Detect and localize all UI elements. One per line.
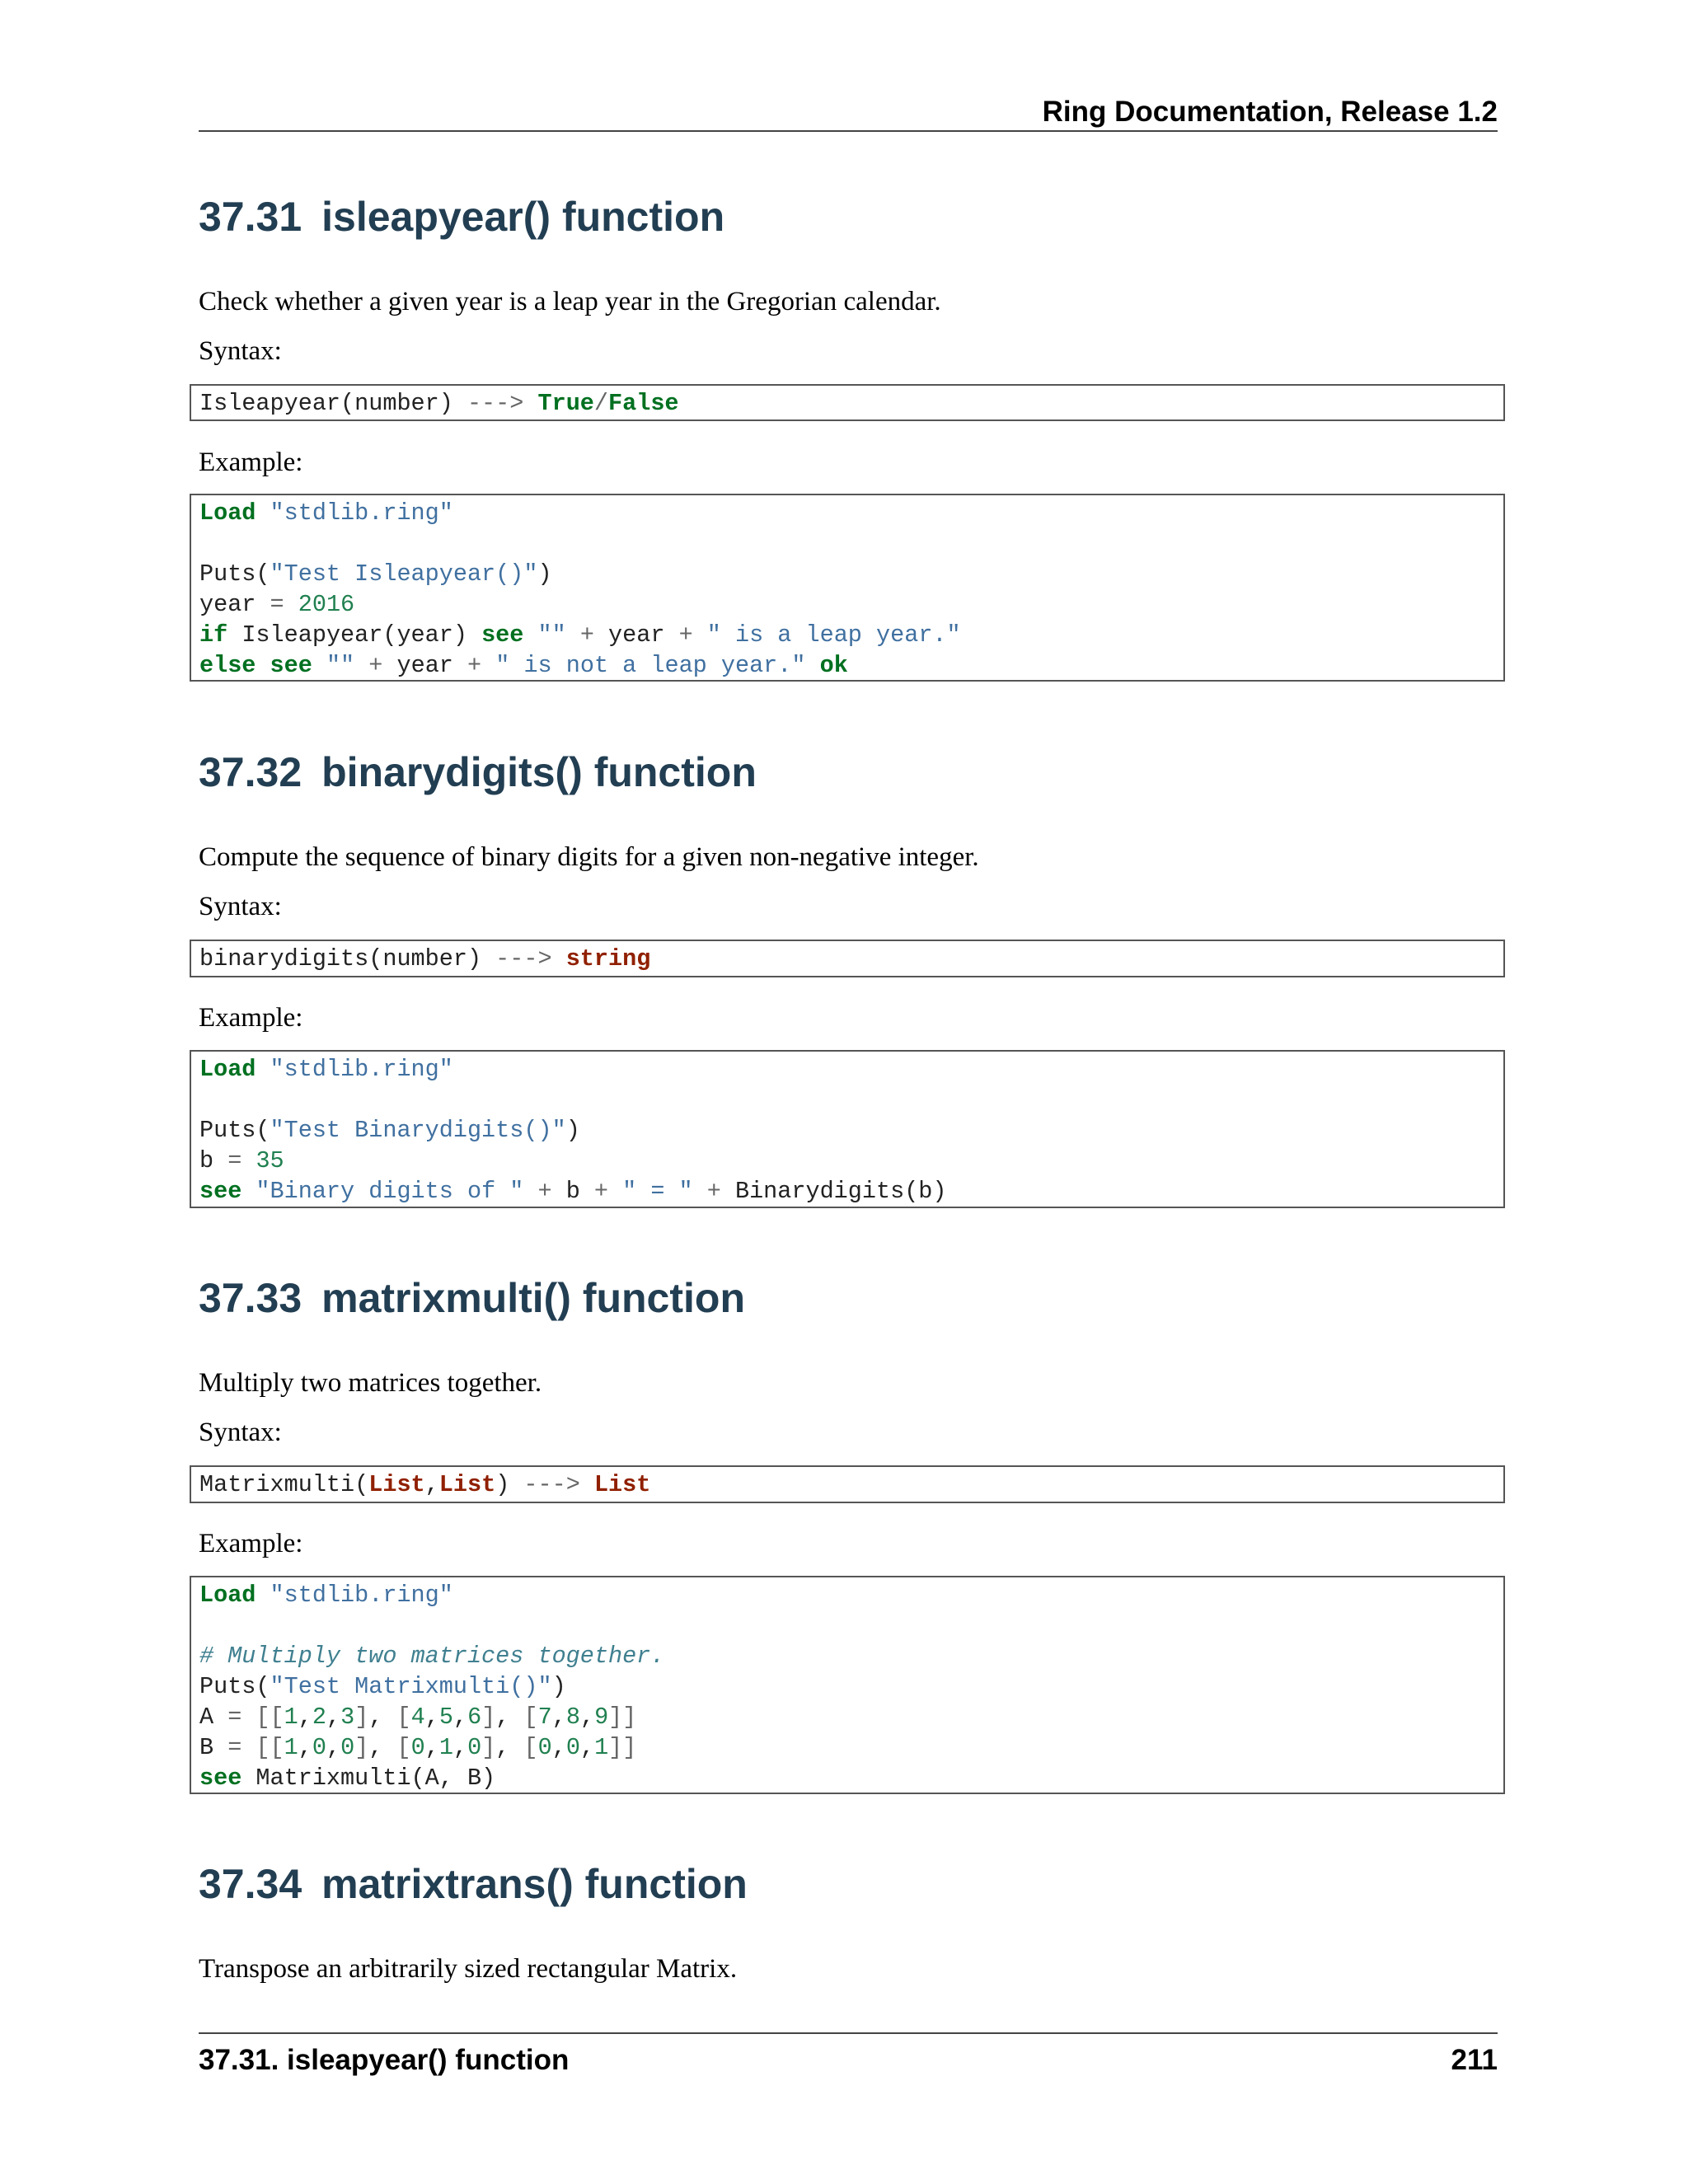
code-token: # Multiply two matrices together. bbox=[199, 1643, 665, 1670]
code-token: + bbox=[537, 1178, 552, 1205]
code-token: 9 bbox=[594, 1704, 609, 1731]
footer-section-title: 37.31. isleapyear() function bbox=[199, 2044, 570, 2076]
code-token: , bbox=[424, 1471, 439, 1498]
code-line bbox=[199, 1146, 1495, 1176]
code-token: ) bbox=[565, 1117, 580, 1144]
code-token: 8 bbox=[565, 1704, 580, 1731]
page-number: 211 bbox=[1451, 2044, 1498, 2076]
code-token: = bbox=[227, 1147, 242, 1174]
code-token: , bbox=[452, 1704, 468, 1731]
code-block bbox=[190, 1050, 1505, 1208]
code-token: 35 bbox=[256, 1147, 284, 1174]
code-token: , bbox=[495, 1704, 524, 1731]
code-token bbox=[354, 652, 368, 679]
code-line bbox=[199, 944, 1495, 974]
section-heading: binarydigits() function bbox=[321, 749, 757, 795]
code-token bbox=[566, 621, 580, 649]
section-number: 37.31 bbox=[199, 194, 302, 240]
code-token bbox=[693, 621, 707, 649]
code-token: , bbox=[495, 1734, 524, 1761]
code-token: Matrixmulti( bbox=[199, 1471, 369, 1498]
code-token: ]] bbox=[608, 1704, 637, 1731]
code-line bbox=[199, 1115, 1495, 1146]
code-token: Load bbox=[199, 1582, 256, 1609]
code-token: "Test Isleapyear()" bbox=[270, 560, 538, 588]
code-token: A bbox=[199, 1704, 228, 1731]
code-token: 2016 bbox=[298, 591, 355, 618]
code-block bbox=[190, 1465, 1505, 1503]
code-line bbox=[199, 1580, 1495, 1610]
code-token bbox=[241, 1734, 256, 1761]
code-token: ok bbox=[819, 652, 848, 679]
code-token bbox=[256, 652, 270, 679]
code-token: 1 bbox=[284, 1704, 298, 1731]
code-token bbox=[523, 621, 537, 649]
code-token: Binarydigits(b) bbox=[720, 1178, 947, 1205]
code-line bbox=[199, 1054, 1495, 1085]
section-heading: matrixtrans() function bbox=[321, 1861, 748, 1907]
code-token: , bbox=[298, 1704, 312, 1731]
code-token: = bbox=[227, 1734, 242, 1761]
code-token: , bbox=[551, 1734, 566, 1761]
code-token: , bbox=[368, 1734, 397, 1761]
code-token: ---> bbox=[495, 945, 552, 972]
code-token: 4 bbox=[410, 1704, 425, 1731]
code-token: + bbox=[467, 652, 482, 679]
code-token: , bbox=[424, 1704, 439, 1731]
code-token bbox=[693, 1178, 707, 1205]
code-token: 5 bbox=[438, 1704, 453, 1731]
code-token: year bbox=[199, 591, 270, 618]
code-block bbox=[190, 494, 1505, 682]
code-token: year bbox=[382, 652, 468, 679]
code-token: 0 bbox=[312, 1734, 326, 1761]
header-title: Ring Documentation, Release 1.2 bbox=[1042, 96, 1498, 128]
code-token: see bbox=[481, 621, 524, 649]
code-token: 0 bbox=[410, 1734, 425, 1761]
code-token bbox=[523, 390, 537, 417]
code-token: + bbox=[706, 1178, 721, 1205]
code-token: "stdlib.ring" bbox=[270, 1582, 453, 1609]
code-line bbox=[199, 1732, 1495, 1763]
code-token: ]] bbox=[608, 1734, 637, 1761]
code-token: 0 bbox=[565, 1734, 580, 1761]
code-token bbox=[580, 1471, 594, 1498]
code-line bbox=[199, 1176, 1495, 1207]
syntax-label: Syntax: bbox=[199, 892, 282, 921]
code-token: [ bbox=[396, 1734, 411, 1761]
section-number: 37.32 bbox=[199, 749, 302, 795]
code-token: ) bbox=[551, 1673, 566, 1700]
code-line bbox=[199, 1763, 1495, 1793]
code-token bbox=[552, 945, 566, 972]
code-token: Isleapyear(year) bbox=[227, 621, 482, 649]
code-token: 1 bbox=[438, 1734, 453, 1761]
code-token: False bbox=[608, 390, 679, 417]
code-line bbox=[199, 1671, 1495, 1702]
code-token: ---> bbox=[467, 390, 524, 417]
code-token: "stdlib.ring" bbox=[270, 499, 453, 527]
code-token: , bbox=[579, 1704, 595, 1731]
code-token: "Test Matrixmulti()" bbox=[270, 1673, 552, 1700]
section-description: Transpose an arbitrarily sized rectangular Matrix. bbox=[199, 1954, 738, 1984]
code-token: [[ bbox=[256, 1704, 284, 1731]
code-token: True bbox=[537, 390, 594, 417]
section-matrixtrans bbox=[199, 1859, 1498, 1909]
section-title bbox=[199, 1859, 1498, 1909]
code-token: = bbox=[270, 591, 284, 618]
example-label: Example: bbox=[199, 1003, 303, 1033]
code-line bbox=[199, 1469, 1495, 1500]
code-token bbox=[256, 1582, 270, 1609]
code-token: , bbox=[326, 1704, 341, 1731]
code-token: ) bbox=[537, 560, 552, 588]
code-token: see bbox=[199, 1765, 242, 1792]
code-token: [ bbox=[396, 1704, 411, 1731]
code-token: , bbox=[452, 1734, 468, 1761]
section-title bbox=[199, 748, 1498, 797]
code-token bbox=[523, 1178, 537, 1205]
code-token: " = " bbox=[622, 1178, 693, 1205]
code-token bbox=[256, 499, 270, 527]
code-token: "Test Binarydigits()" bbox=[270, 1117, 566, 1144]
code-token: "" bbox=[326, 652, 355, 679]
code-token: 1 bbox=[284, 1734, 298, 1761]
code-token: List bbox=[438, 1471, 496, 1498]
example-label: Example: bbox=[199, 448, 303, 477]
code-token: "stdlib.ring" bbox=[270, 1056, 453, 1083]
code-line bbox=[199, 620, 1495, 650]
code-token: , bbox=[579, 1734, 595, 1761]
code-token: List bbox=[368, 1471, 425, 1498]
page-footer bbox=[199, 2032, 1498, 2080]
code-token bbox=[241, 1178, 256, 1205]
code-token: [ bbox=[523, 1704, 538, 1731]
page-header bbox=[199, 91, 1498, 132]
code-token: ] bbox=[481, 1734, 496, 1761]
section-description: Compute the sequence of binary digits for a given non-negative integer. bbox=[199, 842, 979, 872]
code-token: 0 bbox=[537, 1734, 552, 1761]
code-token: , bbox=[424, 1734, 439, 1761]
code-token: else bbox=[199, 652, 256, 679]
code-line bbox=[199, 650, 1495, 681]
code-token bbox=[256, 1056, 270, 1083]
code-block bbox=[190, 940, 1505, 977]
code-token: B bbox=[199, 1734, 228, 1761]
code-line bbox=[199, 528, 1495, 559]
code-token: Load bbox=[199, 1056, 256, 1083]
syntax-label: Syntax: bbox=[199, 1418, 282, 1447]
code-token: / bbox=[593, 390, 609, 417]
code-line bbox=[199, 1641, 1495, 1671]
code-token: + bbox=[593, 1178, 609, 1205]
code-line bbox=[199, 1085, 1495, 1115]
code-token: b bbox=[551, 1178, 594, 1205]
code-token: binarydigits(number) bbox=[199, 945, 496, 972]
code-token: ) bbox=[495, 1471, 524, 1498]
code-token: Matrixmulti(A, B) bbox=[241, 1765, 496, 1792]
section-heading: matrixmulti() function bbox=[321, 1275, 745, 1321]
code-line bbox=[199, 589, 1495, 620]
section-isleapyear bbox=[199, 192, 1498, 241]
code-token: + bbox=[579, 621, 594, 649]
code-line bbox=[199, 1702, 1495, 1732]
section-title bbox=[199, 192, 1498, 241]
section-title bbox=[199, 1273, 1498, 1323]
code-token: Puts( bbox=[199, 560, 270, 588]
code-token: year bbox=[593, 621, 679, 649]
code-token bbox=[312, 652, 326, 679]
code-token: + bbox=[678, 621, 693, 649]
code-token bbox=[608, 1178, 622, 1205]
code-token: 0 bbox=[340, 1734, 355, 1761]
code-token: 3 bbox=[340, 1704, 355, 1731]
code-token: Puts( bbox=[199, 1117, 270, 1144]
code-block bbox=[190, 1576, 1505, 1794]
code-token bbox=[481, 652, 495, 679]
code-token bbox=[241, 1147, 256, 1174]
code-token bbox=[241, 1704, 256, 1731]
code-token: 1 bbox=[594, 1734, 609, 1761]
code-token: 6 bbox=[467, 1704, 482, 1731]
code-token: [ bbox=[523, 1734, 538, 1761]
code-line bbox=[199, 559, 1495, 589]
code-token: Isleapyear(number) bbox=[199, 390, 467, 417]
code-token: Load bbox=[199, 499, 256, 527]
syntax-label: Syntax: bbox=[199, 336, 282, 366]
code-token bbox=[284, 591, 298, 618]
code-token: b bbox=[199, 1147, 228, 1174]
code-token: Puts( bbox=[199, 1673, 270, 1700]
code-token: string bbox=[565, 945, 651, 972]
code-token: , bbox=[326, 1734, 341, 1761]
section-description: Multiply two matrices together. bbox=[199, 1368, 542, 1398]
code-token: = bbox=[227, 1704, 242, 1731]
code-token: , bbox=[368, 1704, 397, 1731]
code-token: " is a leap year." bbox=[706, 621, 961, 649]
code-token: " is not a leap year." bbox=[495, 652, 806, 679]
code-token: , bbox=[298, 1734, 312, 1761]
code-token: [[ bbox=[256, 1734, 284, 1761]
section-binarydigits bbox=[199, 748, 1498, 797]
code-token: "" bbox=[537, 621, 566, 649]
code-token: + bbox=[368, 652, 383, 679]
code-line bbox=[199, 1610, 1495, 1641]
section-matrixmulti bbox=[199, 1273, 1498, 1323]
code-token: ] bbox=[481, 1704, 496, 1731]
code-token: ] bbox=[354, 1734, 369, 1761]
code-token: 0 bbox=[467, 1734, 482, 1761]
code-token: ] bbox=[354, 1704, 369, 1731]
code-token: see bbox=[199, 1178, 242, 1205]
code-token: 7 bbox=[537, 1704, 552, 1731]
code-token: List bbox=[593, 1471, 651, 1498]
section-heading: isleapyear() function bbox=[321, 194, 725, 240]
code-block bbox=[190, 384, 1505, 421]
section-number: 37.33 bbox=[199, 1275, 302, 1321]
code-token: if bbox=[199, 621, 228, 649]
code-line bbox=[199, 498, 1495, 528]
section-number: 37.34 bbox=[199, 1861, 302, 1907]
code-token: ---> bbox=[523, 1471, 580, 1498]
code-token: see bbox=[270, 652, 312, 679]
example-label: Example: bbox=[199, 1529, 303, 1558]
code-token bbox=[806, 652, 820, 679]
code-token: "Binary digits of " bbox=[256, 1178, 524, 1205]
code-token: , bbox=[551, 1704, 566, 1731]
code-token: 2 bbox=[312, 1704, 326, 1731]
section-description: Check whether a given year is a leap year in the Gregorian calendar. bbox=[199, 287, 941, 316]
code-line bbox=[199, 388, 1495, 419]
